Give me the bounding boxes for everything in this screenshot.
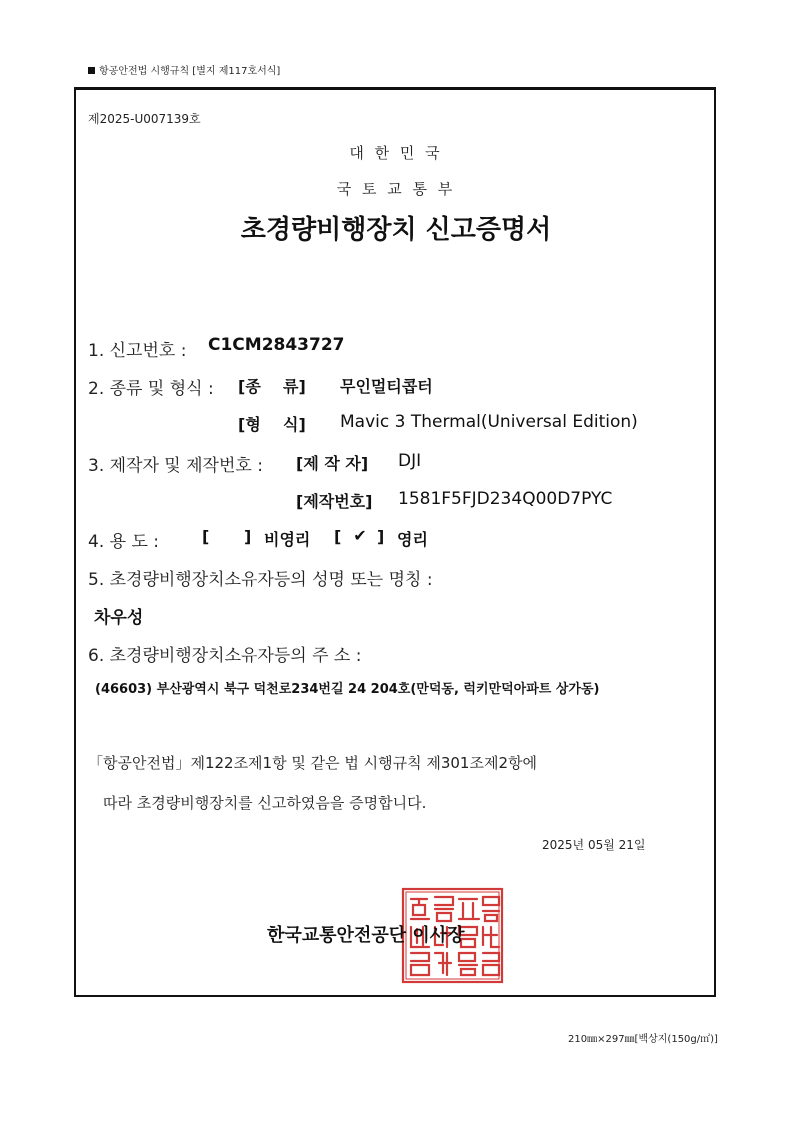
maker-value: DJI — [398, 451, 422, 471]
document-number: 제2025-U007139호 — [88, 112, 201, 126]
purpose-profit-label: 영리 — [397, 530, 428, 549]
purpose-nonprofit-bracket-open: [ — [202, 527, 210, 546]
paper-spec: 210㎜×297㎜[백상지(150g/㎡)] — [568, 1034, 718, 1045]
serial-tag: [제작번호] — [296, 492, 373, 511]
type-value: 무인멀티콥터 — [340, 377, 433, 396]
purpose-profit-bracket-close: ] — [377, 527, 385, 546]
statement-line-1: 「항공안전법」제122조제1항 및 같은 법 시행규칙 제301조제2항에 — [88, 754, 537, 772]
model-tag: [형 식] — [238, 415, 306, 434]
serial-value: 1581F5FJD234Q00D7PYC — [398, 489, 613, 509]
purpose-nonprofit-bracket-close: ] — [244, 527, 252, 546]
owner-name-label: 5. 초경량비행장치소유자등의 성명 또는 명칭 : — [88, 570, 433, 590]
owner-address-label: 6. 초경량비행장치소유자등의 주 소 : — [88, 646, 362, 666]
square-bullet-icon — [88, 67, 95, 74]
purpose-label: 4. 용 도 : — [88, 532, 160, 552]
page-title: 초경량비행장치 신고증명서 — [240, 215, 552, 245]
owner-address-value: (46603) 부산광역시 북구 덕천로234번길 24 204호(만덕동, 럭키만덕아파트 상가동) — [95, 682, 600, 697]
ministry-name: 국 토 교 통 부 — [336, 180, 456, 198]
report-number-value: C1CM2843727 — [208, 335, 345, 355]
maker-tag: [제 작 자] — [296, 454, 369, 473]
manufacturer-label: 3. 제작자 및 제작번호 : — [88, 456, 263, 476]
purpose-nonprofit-label: 비영리 — [264, 530, 311, 549]
owner-name-value: 차우성 — [94, 608, 144, 628]
form-label — [88, 62, 280, 77]
statement-line-2: 따라 초경량비행장치를 신고하였음을 증명합니다. — [103, 794, 427, 812]
purpose-profit-checkbox[interactable]: ✔ — [353, 526, 367, 545]
type-tag: [종 류] — [238, 377, 306, 396]
report-number-label: 1. 신고번호 : — [88, 341, 187, 361]
country-name: 대 한 민 국 — [349, 144, 443, 162]
model-value: Mavic 3 Thermal(Universal Edition) — [340, 412, 638, 432]
issue-date: 2025년 05월 21일 — [542, 838, 646, 852]
purpose-profit-bracket-open: [ — [334, 527, 342, 546]
form-label-text: 항공안전법 시행규칙 [별지 제117호서식] — [99, 66, 281, 77]
type-model-label: 2. 종류 및 형식 : — [88, 379, 214, 399]
issuer-name: 한국교통안전공단 이사장 — [267, 925, 465, 946]
